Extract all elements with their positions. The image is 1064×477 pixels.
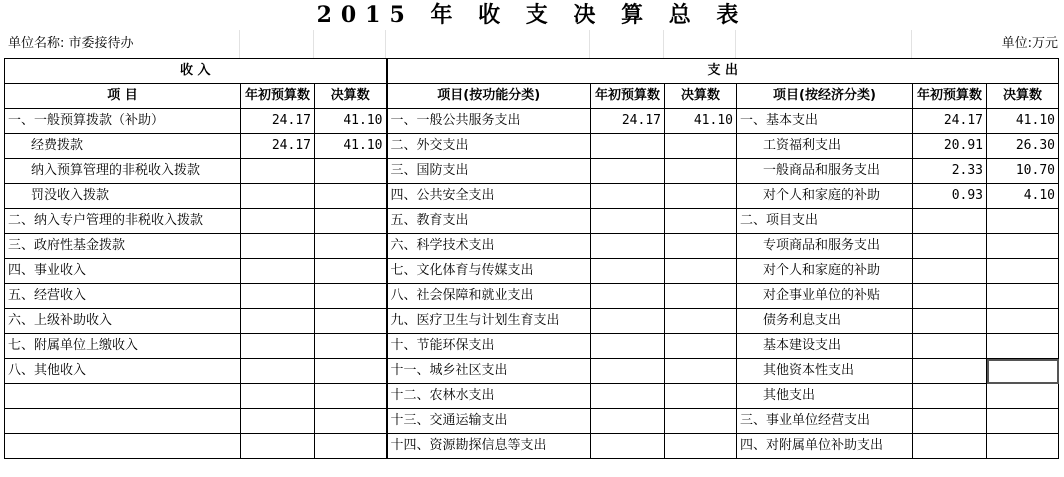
grid-cell[interactable] xyxy=(736,30,912,58)
cell-e[interactable] xyxy=(591,284,665,309)
cell-g[interactable]: 基本建设支出 xyxy=(737,334,913,359)
table-row xyxy=(5,409,1059,434)
cell-d[interactable]: 一、一般公共服务支出 xyxy=(387,109,591,134)
cell-e[interactable]: 24.17 xyxy=(591,109,665,134)
cell-d[interactable]: 九、医疗卫生与计划生育支出 xyxy=(387,309,591,334)
cell-a[interactable] xyxy=(5,434,241,459)
cell-b[interactable] xyxy=(241,159,315,184)
cell-e[interactable] xyxy=(591,234,665,259)
col-header-econ-item[interactable]: 项目(按经济分类) xyxy=(737,84,913,109)
table-row xyxy=(5,359,1059,384)
cell-a[interactable]: 罚没收入拨款 xyxy=(5,184,241,209)
cell-i[interactable] xyxy=(987,384,1059,409)
cell-f[interactable]: 41.10 xyxy=(665,109,737,134)
cell-d[interactable]: 七、文化体育与传媒支出 xyxy=(387,259,591,284)
cell-e[interactable] xyxy=(591,384,665,409)
cell-d[interactable]: 十三、交通运输支出 xyxy=(387,409,591,434)
cell-c[interactable] xyxy=(315,334,387,359)
table-row xyxy=(5,334,1059,359)
cell-c[interactable] xyxy=(315,209,387,234)
table-row xyxy=(5,209,1059,234)
cell-c[interactable] xyxy=(315,384,387,409)
cell-a[interactable] xyxy=(5,384,241,409)
cell-h[interactable] xyxy=(913,209,987,234)
cell-c[interactable] xyxy=(315,284,387,309)
col-header-final[interactable]: 决算数 xyxy=(987,84,1059,109)
cell-g[interactable]: 一般商品和服务支出 xyxy=(737,159,913,184)
cell-a[interactable]: 七、附属单位上缴收入 xyxy=(5,334,241,359)
cell-h[interactable] xyxy=(913,309,987,334)
cell-a[interactable]: 一、一般预算拨款（补助） xyxy=(5,109,241,134)
cell-c[interactable] xyxy=(315,234,387,259)
cell-i[interactable] xyxy=(987,309,1059,334)
cell-h[interactable] xyxy=(913,259,987,284)
cell-i[interactable] xyxy=(987,434,1059,459)
col-header-final[interactable]: 决算数 xyxy=(315,84,387,109)
cell-b[interactable] xyxy=(241,384,315,409)
cell-g[interactable]: 二、项目支出 xyxy=(737,209,913,234)
cell-d[interactable]: 八、社会保障和就业支出 xyxy=(387,284,591,309)
grid-cell[interactable] xyxy=(664,30,736,58)
cell-g[interactable]: 工资福利支出 xyxy=(737,134,913,159)
cell-a[interactable]: 三、政府性基金拨款 xyxy=(5,234,241,259)
cell-h[interactable] xyxy=(913,359,987,384)
cell-b[interactable] xyxy=(241,359,315,384)
cell-c[interactable] xyxy=(315,359,387,384)
table-row xyxy=(5,384,1059,409)
cell-a[interactable]: 经费拨款 xyxy=(5,134,241,159)
cell-c[interactable]: 41.10 xyxy=(315,109,387,134)
cell-g[interactable]: 专项商品和服务支出 xyxy=(737,234,913,259)
cell-a[interactable] xyxy=(5,409,241,434)
cell-i[interactable] xyxy=(987,209,1059,234)
cell-i[interactable]: 26.30 xyxy=(987,134,1059,159)
col-header-func-item[interactable]: 项目(按功能分类) xyxy=(387,84,591,109)
cell-d[interactable]: 十四、资源勘探信息等支出 xyxy=(387,434,591,459)
cell-g[interactable]: 对个人和家庭的补助 xyxy=(737,259,913,284)
col-header-budget[interactable]: 年初预算数 xyxy=(591,84,665,109)
table-row xyxy=(5,234,1059,259)
cell-h[interactable]: 24.17 xyxy=(913,109,987,134)
grid-cell[interactable] xyxy=(240,30,314,58)
report-title: 2015 年 收 支 决 算 总 表 xyxy=(316,2,748,28)
cell-i[interactable]: 10.70 xyxy=(987,159,1059,184)
cell-e[interactable] xyxy=(591,184,665,209)
cell-e[interactable] xyxy=(591,159,665,184)
table-row xyxy=(5,184,1059,209)
cell-h[interactable] xyxy=(913,434,987,459)
grid-cell[interactable] xyxy=(386,30,590,58)
budget-table xyxy=(4,58,1059,459)
unit-label: 单位:万元 xyxy=(1001,36,1058,51)
cell-i[interactable] xyxy=(987,409,1059,434)
cell-f[interactable] xyxy=(665,134,737,159)
cell-b[interactable] xyxy=(241,259,315,284)
cell-h[interactable] xyxy=(913,234,987,259)
cell-f[interactable] xyxy=(665,184,737,209)
cell-h[interactable]: 2.33 xyxy=(913,159,987,184)
cell-e[interactable] xyxy=(591,359,665,384)
cell-b[interactable] xyxy=(241,409,315,434)
cell-d[interactable]: 二、外交支出 xyxy=(387,134,591,159)
cell-d[interactable]: 三、国防支出 xyxy=(387,159,591,184)
cell-b[interactable] xyxy=(241,309,315,334)
cell-h[interactable]: 20.91 xyxy=(913,134,987,159)
cell-h[interactable] xyxy=(913,384,987,409)
cell-a[interactable]: 二、纳入专户管理的非税收入拨款 xyxy=(5,209,241,234)
cell-b[interactable] xyxy=(241,334,315,359)
col-header-budget[interactable]: 年初预算数 xyxy=(241,84,315,109)
col-header-budget[interactable]: 年初预算数 xyxy=(913,84,987,109)
income-header[interactable]: 收 入 xyxy=(5,59,387,84)
table-row xyxy=(5,109,1059,134)
cell-f[interactable] xyxy=(665,209,737,234)
col-header-item[interactable]: 项 目 xyxy=(5,84,241,109)
table-row xyxy=(5,259,1059,284)
cell-f[interactable] xyxy=(665,334,737,359)
cell-c[interactable] xyxy=(315,409,387,434)
unit-name: 单位名称: 市委接待办 xyxy=(8,36,134,51)
cell-d[interactable]: 十、节能环保支出 xyxy=(387,334,591,359)
cell-a[interactable]: 四、事业收入 xyxy=(5,259,241,284)
cell-b[interactable] xyxy=(241,434,315,459)
cell-a[interactable]: 六、上级补助收入 xyxy=(5,309,241,334)
cell-d[interactable]: 五、教育支出 xyxy=(387,209,591,234)
cell-b[interactable] xyxy=(241,209,315,234)
cell-e[interactable] xyxy=(591,409,665,434)
cell-f[interactable] xyxy=(665,409,737,434)
cell-e[interactable] xyxy=(591,209,665,234)
cell-b[interactable] xyxy=(241,234,315,259)
section-header-row xyxy=(5,59,1059,84)
cell-h[interactable]: 0.93 xyxy=(913,184,987,209)
cell-c[interactable] xyxy=(315,159,387,184)
cell-h[interactable] xyxy=(913,409,987,434)
cell-f[interactable] xyxy=(665,434,737,459)
unit-row xyxy=(0,30,1064,58)
table-row xyxy=(5,159,1059,184)
table-row xyxy=(5,434,1059,459)
expense-header[interactable]: 支 出 xyxy=(387,59,1059,84)
table-row xyxy=(5,284,1059,309)
cell-h[interactable] xyxy=(913,284,987,309)
cell-e[interactable] xyxy=(591,259,665,284)
cell-f[interactable] xyxy=(665,384,737,409)
cell-f[interactable] xyxy=(665,309,737,334)
cell-c[interactable] xyxy=(315,309,387,334)
cell-b[interactable]: 24.17 xyxy=(241,109,315,134)
cell-c[interactable] xyxy=(315,184,387,209)
cell-i[interactable] xyxy=(987,234,1059,259)
cell-g[interactable]: 其他资本性支出 xyxy=(737,359,913,384)
cell-g[interactable]: 其他支出 xyxy=(737,384,913,409)
cell-g[interactable]: 对企事业单位的补贴 xyxy=(737,284,913,309)
cell-a[interactable]: 五、经营收入 xyxy=(5,284,241,309)
cell-e[interactable] xyxy=(591,134,665,159)
cell-e[interactable] xyxy=(591,334,665,359)
cell-c[interactable]: 41.10 xyxy=(315,134,387,159)
cell-b[interactable]: 24.17 xyxy=(241,134,315,159)
col-header-final[interactable]: 决算数 xyxy=(665,84,737,109)
cell-d[interactable]: 十二、农林水支出 xyxy=(387,384,591,409)
column-header-row xyxy=(5,84,1059,109)
cell-g[interactable]: 四、对附属单位补助支出 xyxy=(737,434,913,459)
cell-i[interactable] xyxy=(987,259,1059,284)
cell-g[interactable]: 对个人和家庭的补助 xyxy=(737,184,913,209)
cell-e[interactable] xyxy=(591,434,665,459)
cell-i[interactable] xyxy=(987,284,1059,309)
cell-c[interactable] xyxy=(315,434,387,459)
grid-cell[interactable] xyxy=(590,30,664,58)
cell-a[interactable]: 纳入预算管理的非税收入拨款 xyxy=(5,159,241,184)
cell-f[interactable] xyxy=(665,234,737,259)
cell-i[interactable] xyxy=(987,359,1059,384)
cell-e[interactable] xyxy=(591,309,665,334)
cell-g[interactable]: 一、基本支出 xyxy=(737,109,913,134)
cell-i[interactable] xyxy=(987,334,1059,359)
cell-g[interactable]: 三、事业单位经营支出 xyxy=(737,409,913,434)
cell-f[interactable] xyxy=(665,159,737,184)
cell-f[interactable] xyxy=(665,359,737,384)
cell-i[interactable]: 41.10 xyxy=(987,109,1059,134)
cell-h[interactable] xyxy=(913,334,987,359)
grid-cell[interactable] xyxy=(314,30,386,58)
cell-d[interactable]: 四、公共安全支出 xyxy=(387,184,591,209)
cell-d[interactable]: 六、科学技术支出 xyxy=(387,234,591,259)
cell-b[interactable] xyxy=(241,184,315,209)
table-row xyxy=(5,309,1059,334)
cell-b[interactable] xyxy=(241,284,315,309)
cell-i[interactable]: 4.10 xyxy=(987,184,1059,209)
cell-f[interactable] xyxy=(665,284,737,309)
cell-c[interactable] xyxy=(315,259,387,284)
cell-d[interactable]: 十一、城乡社区支出 xyxy=(387,359,591,384)
cell-a[interactable]: 八、其他收入 xyxy=(5,359,241,384)
cell-g[interactable]: 债务利息支出 xyxy=(737,309,913,334)
table-row xyxy=(5,134,1059,159)
cell-f[interactable] xyxy=(665,259,737,284)
